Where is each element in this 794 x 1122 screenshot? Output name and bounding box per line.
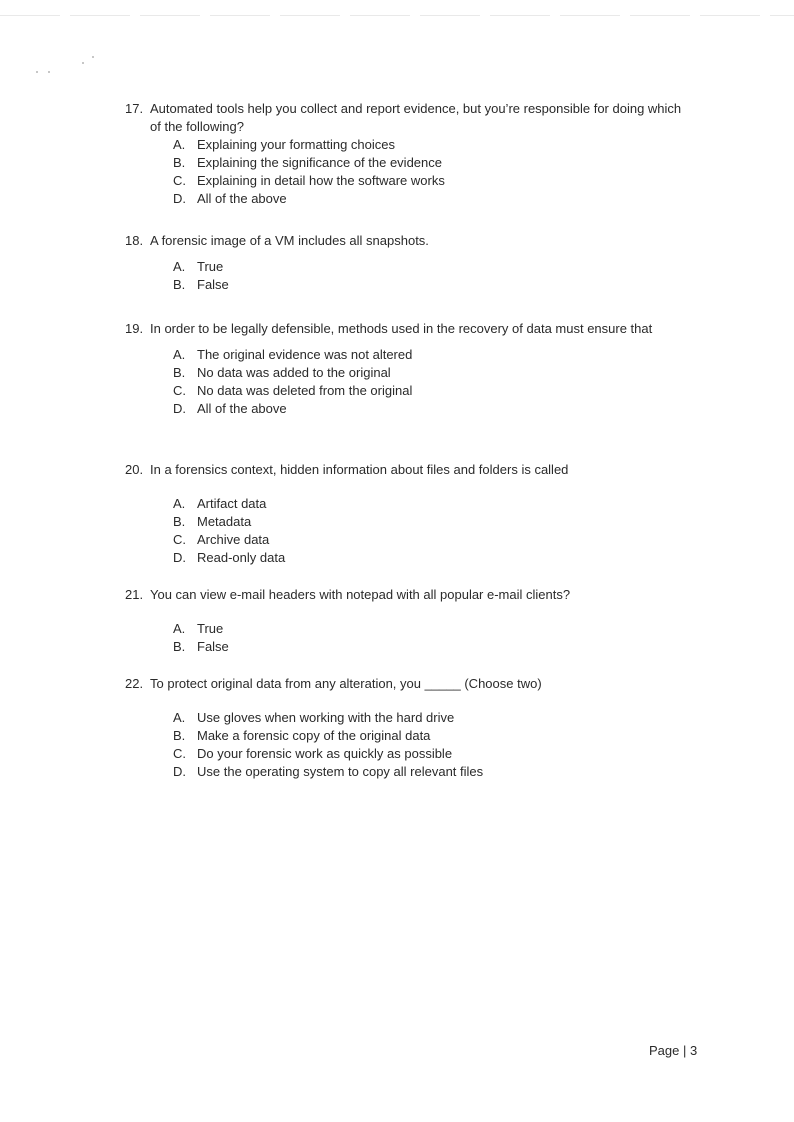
scan-speck	[82, 62, 84, 64]
option-text: All of the above	[197, 191, 287, 206]
option-letter: A.	[173, 137, 186, 152]
question-text: A forensic image of a VM includes all snapshots.	[150, 233, 429, 248]
option	[173, 276, 685, 294]
option	[173, 513, 685, 531]
question-number: 17.	[125, 101, 144, 116]
option-text: Use the operating system to copy all relevant files	[197, 764, 484, 779]
question-17	[125, 100, 685, 208]
question-number: 21.	[125, 587, 144, 602]
option	[173, 258, 685, 276]
options-list	[173, 709, 685, 781]
question-18	[125, 232, 685, 294]
question-number: 19.	[125, 321, 144, 336]
option-text: No data was deleted from the original	[197, 383, 413, 398]
option-letter: D.	[173, 401, 186, 416]
option-letter: D.	[173, 550, 186, 565]
option-letter: A.	[173, 259, 186, 274]
options-list	[173, 495, 685, 567]
question-number: 18.	[125, 233, 144, 248]
option	[173, 638, 685, 656]
option	[173, 364, 685, 382]
option-text: Make a forensic copy of the original data	[197, 728, 431, 743]
option	[173, 495, 685, 513]
option-letter: B.	[173, 514, 186, 529]
option-letter: C.	[173, 746, 186, 761]
scan-speck	[48, 71, 50, 73]
question-21	[125, 586, 685, 656]
options-list	[173, 346, 685, 418]
question-number: 22.	[125, 676, 144, 691]
option-text: Explaining your formatting choices	[197, 137, 395, 152]
question-text: To protect original data from any alteration, you _____ (Choose two)	[150, 676, 542, 691]
scan-edge-line	[0, 15, 794, 16]
option-text: Artifact data	[197, 496, 267, 511]
option-letter: D.	[173, 191, 186, 206]
option	[173, 346, 685, 364]
page-number: Page | 3	[649, 1043, 698, 1058]
option	[173, 745, 685, 763]
option	[173, 531, 685, 549]
option-text: The original evidence was not altered	[197, 347, 413, 362]
question-22	[125, 675, 685, 781]
option	[173, 382, 685, 400]
option-letter: B.	[173, 277, 186, 292]
option-text: Do your forensic work as quickly as possible	[197, 746, 453, 761]
option	[173, 763, 685, 781]
option-text: Metadata	[197, 514, 252, 529]
option	[173, 709, 685, 727]
question-19	[125, 320, 685, 418]
option-letter: B.	[173, 155, 186, 170]
option	[173, 400, 685, 418]
options-list	[173, 136, 685, 208]
options-list	[173, 620, 685, 656]
option	[173, 620, 685, 638]
option-text: True	[197, 621, 224, 636]
question-text: Automated tools help you collect and report evidence, but you’re responsible for doing which of the following?	[150, 101, 682, 134]
option-letter: C.	[173, 173, 186, 188]
question-number: 20.	[125, 462, 144, 477]
option-letter: B.	[173, 728, 186, 743]
option-letter: A.	[173, 347, 186, 362]
option-letter: B.	[173, 365, 186, 380]
option	[173, 136, 685, 154]
question-text: In order to be legally defensible, methods used in the recovery of data must ensure that	[150, 321, 653, 336]
option	[173, 154, 685, 172]
options-list	[173, 258, 685, 294]
option-text: Explaining in detail how the software works	[197, 173, 445, 188]
option-text: All of the above	[197, 401, 287, 416]
question-text: In a forensics context, hidden information about files and folders is called	[150, 462, 569, 477]
option-text: True	[197, 259, 224, 274]
option-text: Archive data	[197, 532, 270, 547]
scan-speck	[92, 56, 94, 58]
question-20	[125, 461, 685, 567]
option	[173, 727, 685, 745]
scan-speck	[36, 71, 38, 73]
option	[173, 190, 685, 208]
option-text: Read-only data	[197, 550, 286, 565]
option-text: False	[197, 277, 229, 292]
option-text: Use gloves when working with the hard drive	[197, 710, 455, 725]
option-letter: C.	[173, 383, 186, 398]
option	[173, 549, 685, 567]
option	[173, 172, 685, 190]
option-letter: B.	[173, 639, 186, 654]
option-letter: D.	[173, 764, 186, 779]
option-text: No data was added to the original	[197, 365, 391, 380]
question-text: You can view e-mail headers with notepad with all popular e-mail clients?	[150, 587, 571, 602]
option-letter: A.	[173, 496, 186, 511]
option-text: Explaining the significance of the evidence	[197, 155, 442, 170]
option-letter: A.	[173, 621, 186, 636]
option-text: False	[197, 639, 229, 654]
option-letter: A.	[173, 710, 186, 725]
option-letter: C.	[173, 532, 186, 547]
